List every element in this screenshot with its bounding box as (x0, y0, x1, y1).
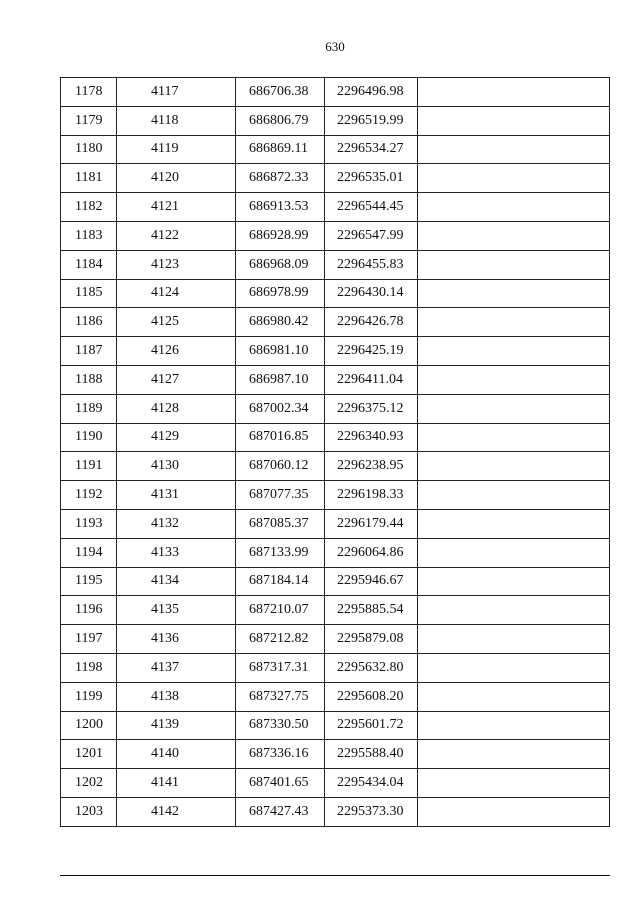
coordinates-table (60, 77, 610, 827)
x-coordinate-cell: 687330.50 (236, 711, 325, 740)
row-index-cell: 1179 (61, 106, 117, 135)
row-index-cell: 1195 (61, 567, 117, 596)
note-cell (418, 538, 610, 567)
row-index-cell: 1197 (61, 625, 117, 654)
table-row (61, 135, 610, 164)
note-cell (418, 365, 610, 394)
point-id-cell: 4140 (117, 740, 236, 769)
point-id-cell: 4134 (117, 567, 236, 596)
point-id-cell: 4131 (117, 481, 236, 510)
row-index-cell: 1188 (61, 365, 117, 394)
table-row (61, 308, 610, 337)
row-index-cell: 1189 (61, 394, 117, 423)
point-id-cell: 4142 (117, 797, 236, 826)
x-coordinate-cell: 687336.16 (236, 740, 325, 769)
point-id-cell: 4129 (117, 423, 236, 452)
x-coordinate-cell: 687016.85 (236, 423, 325, 452)
point-id-cell: 4118 (117, 106, 236, 135)
table-row (61, 221, 610, 250)
point-id-cell: 4119 (117, 135, 236, 164)
x-coordinate-cell: 687002.34 (236, 394, 325, 423)
row-index-cell: 1196 (61, 596, 117, 625)
note-cell (418, 394, 610, 423)
table-row (61, 394, 610, 423)
table-row (61, 279, 610, 308)
y-coordinate-cell: 2296425.19 (325, 337, 418, 366)
note-cell (418, 221, 610, 250)
point-id-cell: 4136 (117, 625, 236, 654)
point-id-cell: 4126 (117, 337, 236, 366)
y-coordinate-cell: 2296375.12 (325, 394, 418, 423)
y-coordinate-cell: 2296455.83 (325, 250, 418, 279)
table-row (61, 711, 610, 740)
row-index-cell: 1192 (61, 481, 117, 510)
x-coordinate-cell: 686978.99 (236, 279, 325, 308)
x-coordinate-cell: 687327.75 (236, 682, 325, 711)
y-coordinate-cell: 2296496.98 (325, 78, 418, 107)
note-cell (418, 682, 610, 711)
table-row (61, 365, 610, 394)
y-coordinate-cell: 2296535.01 (325, 164, 418, 193)
note-cell (418, 452, 610, 481)
point-id-cell: 4121 (117, 193, 236, 222)
y-coordinate-cell: 2296198.33 (325, 481, 418, 510)
point-id-cell: 4138 (117, 682, 236, 711)
x-coordinate-cell: 687085.37 (236, 509, 325, 538)
y-coordinate-cell: 2295632.80 (325, 653, 418, 682)
note-cell (418, 308, 610, 337)
x-coordinate-cell: 686980.42 (236, 308, 325, 337)
row-index-cell: 1203 (61, 797, 117, 826)
point-id-cell: 4122 (117, 221, 236, 250)
x-coordinate-cell: 687212.82 (236, 625, 325, 654)
note-cell (418, 250, 610, 279)
note-cell (418, 193, 610, 222)
table-row (61, 596, 610, 625)
point-id-cell: 4137 (117, 653, 236, 682)
note-cell (418, 769, 610, 798)
x-coordinate-cell: 686928.99 (236, 221, 325, 250)
note-cell (418, 106, 610, 135)
x-coordinate-cell: 686981.10 (236, 337, 325, 366)
table-row (61, 653, 610, 682)
row-index-cell: 1186 (61, 308, 117, 337)
table-row (61, 567, 610, 596)
table-row (61, 250, 610, 279)
point-id-cell: 4120 (117, 164, 236, 193)
y-coordinate-cell: 2296534.27 (325, 135, 418, 164)
note-cell (418, 279, 610, 308)
y-coordinate-cell: 2295946.67 (325, 567, 418, 596)
table-row (61, 193, 610, 222)
point-id-cell: 4124 (117, 279, 236, 308)
note-cell (418, 740, 610, 769)
y-coordinate-cell: 2296430.14 (325, 279, 418, 308)
point-id-cell: 4127 (117, 365, 236, 394)
y-coordinate-cell: 2296340.93 (325, 423, 418, 452)
table-row (61, 538, 610, 567)
y-coordinate-cell: 2295608.20 (325, 682, 418, 711)
x-coordinate-cell: 686987.10 (236, 365, 325, 394)
table-row (61, 625, 610, 654)
note-cell (418, 625, 610, 654)
note-cell (418, 509, 610, 538)
table-row (61, 164, 610, 193)
y-coordinate-cell: 2295588.40 (325, 740, 418, 769)
x-coordinate-cell: 687401.65 (236, 769, 325, 798)
x-coordinate-cell: 687317.31 (236, 653, 325, 682)
table-row (61, 452, 610, 481)
row-index-cell: 1187 (61, 337, 117, 366)
x-coordinate-cell: 686872.33 (236, 164, 325, 193)
y-coordinate-cell: 2295434.04 (325, 769, 418, 798)
note-cell (418, 337, 610, 366)
point-id-cell: 4133 (117, 538, 236, 567)
table-row (61, 509, 610, 538)
point-id-cell: 4141 (117, 769, 236, 798)
note-cell (418, 481, 610, 510)
y-coordinate-cell: 2296411.04 (325, 365, 418, 394)
note-cell (418, 711, 610, 740)
note-cell (418, 596, 610, 625)
point-id-cell: 4135 (117, 596, 236, 625)
table-body (61, 78, 610, 827)
row-index-cell: 1183 (61, 221, 117, 250)
table-row (61, 769, 610, 798)
table-row (61, 423, 610, 452)
row-index-cell: 1202 (61, 769, 117, 798)
y-coordinate-cell: 2295601.72 (325, 711, 418, 740)
x-coordinate-cell: 686968.09 (236, 250, 325, 279)
x-coordinate-cell: 687077.35 (236, 481, 325, 510)
x-coordinate-cell: 687133.99 (236, 538, 325, 567)
point-id-cell: 4132 (117, 509, 236, 538)
y-coordinate-cell: 2296519.99 (325, 106, 418, 135)
x-coordinate-cell: 686869.11 (236, 135, 325, 164)
x-coordinate-cell: 687427.43 (236, 797, 325, 826)
table-row (61, 481, 610, 510)
note-cell (418, 164, 610, 193)
point-id-cell: 4125 (117, 308, 236, 337)
x-coordinate-cell: 687060.12 (236, 452, 325, 481)
x-coordinate-cell: 686806.79 (236, 106, 325, 135)
y-coordinate-cell: 2295885.54 (325, 596, 418, 625)
row-index-cell: 1182 (61, 193, 117, 222)
table-row (61, 740, 610, 769)
row-index-cell: 1185 (61, 279, 117, 308)
y-coordinate-cell: 2296238.95 (325, 452, 418, 481)
y-coordinate-cell: 2295879.08 (325, 625, 418, 654)
point-id-cell: 4117 (117, 78, 236, 107)
row-index-cell: 1190 (61, 423, 117, 452)
y-coordinate-cell: 2296544.45 (325, 193, 418, 222)
row-index-cell: 1181 (61, 164, 117, 193)
row-index-cell: 1180 (61, 135, 117, 164)
point-id-cell: 4139 (117, 711, 236, 740)
table-row (61, 78, 610, 107)
note-cell (418, 797, 610, 826)
row-index-cell: 1201 (61, 740, 117, 769)
y-coordinate-cell: 2296064.86 (325, 538, 418, 567)
point-id-cell: 4123 (117, 250, 236, 279)
point-id-cell: 4130 (117, 452, 236, 481)
row-index-cell: 1199 (61, 682, 117, 711)
table-row (61, 106, 610, 135)
note-cell (418, 653, 610, 682)
page-number: 630 (325, 39, 345, 54)
table-row (61, 682, 610, 711)
row-index-cell: 1198 (61, 653, 117, 682)
row-index-cell: 1184 (61, 250, 117, 279)
table-row (61, 337, 610, 366)
note-cell (418, 567, 610, 596)
x-coordinate-cell: 687210.07 (236, 596, 325, 625)
x-coordinate-cell: 686913.53 (236, 193, 325, 222)
x-coordinate-cell: 687184.14 (236, 567, 325, 596)
row-index-cell: 1178 (61, 78, 117, 107)
y-coordinate-cell: 2295373.30 (325, 797, 418, 826)
y-coordinate-cell: 2296426.78 (325, 308, 418, 337)
row-index-cell: 1200 (61, 711, 117, 740)
note-cell (418, 78, 610, 107)
y-coordinate-cell: 2296547.99 (325, 221, 418, 250)
note-cell (418, 423, 610, 452)
row-index-cell: 1191 (61, 452, 117, 481)
note-cell (418, 135, 610, 164)
y-coordinate-cell: 2296179.44 (325, 509, 418, 538)
x-coordinate-cell: 686706.38 (236, 78, 325, 107)
footer-rule (60, 875, 610, 876)
table-row (61, 797, 610, 826)
row-index-cell: 1194 (61, 538, 117, 567)
point-id-cell: 4128 (117, 394, 236, 423)
row-index-cell: 1193 (61, 509, 117, 538)
